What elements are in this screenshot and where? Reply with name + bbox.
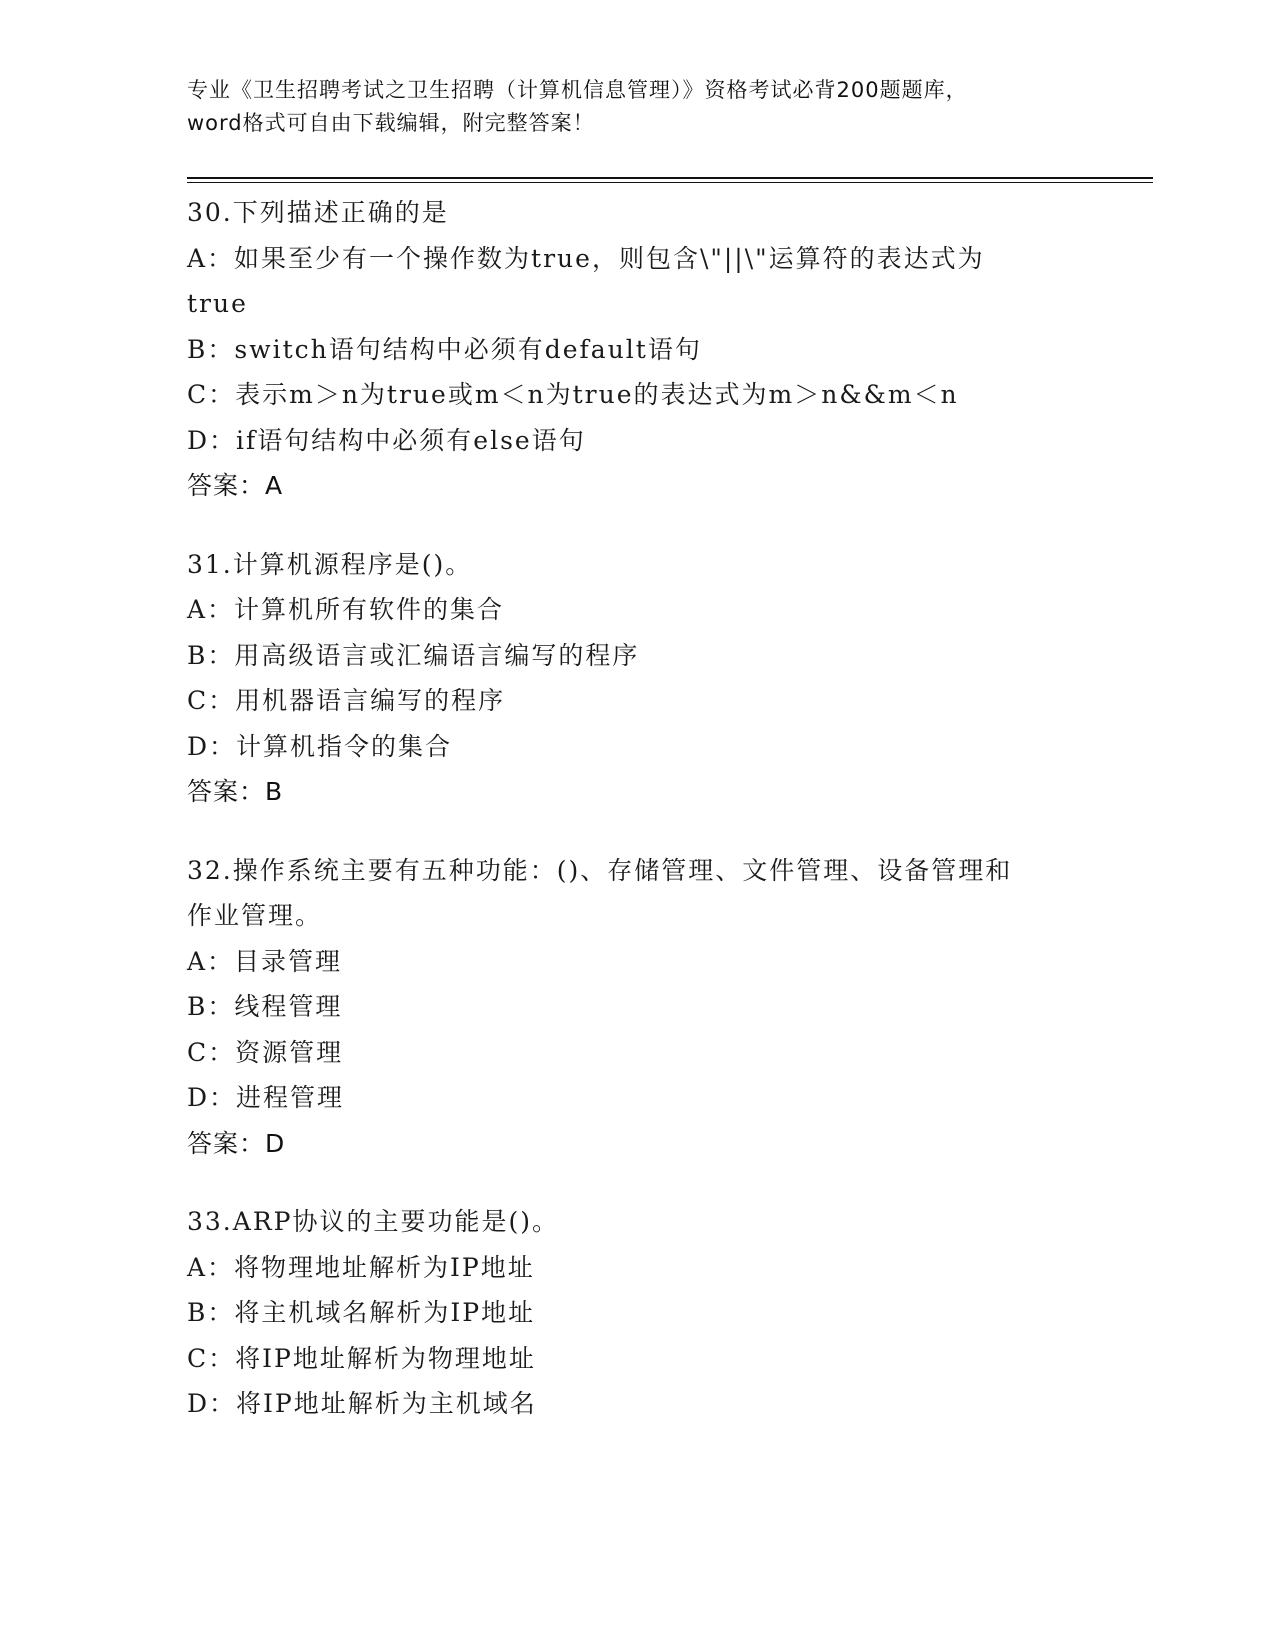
- option-c: C：表示m＞n为true或m＜n为true的表达式为m＞n&&m＜n: [187, 380, 959, 409]
- question-stem-continued: 作业管理。: [187, 901, 323, 930]
- header-divider-thick: [187, 177, 1153, 179]
- question-33: [187, 1199, 1087, 1427]
- question-32: [187, 848, 1087, 1167]
- option-a: A：计算机所有软件的集合: [187, 595, 505, 624]
- option-c: C：资源管理: [187, 1037, 344, 1067]
- option-d: D：将IP地址解析为主机域名: [187, 1389, 537, 1418]
- header-line-1: 专业《卫生招聘考试之卫生招聘（计算机信息管理）》资格考试必背200题题库，: [187, 78, 968, 102]
- option-d: D：if语句结构中必须有else语句: [187, 425, 586, 455]
- option-a: A：将物理地址解析为IP地址: [187, 1252, 535, 1282]
- question-stem: 30.下列描述正确的是: [187, 198, 449, 227]
- header-line-2: word格式可自由下载编辑，附完整答案！: [187, 111, 595, 135]
- answer-label: 答案：A: [187, 471, 284, 500]
- question-stem: 32.操作系统主要有五种功能：()、存储管理、文件管理、设备管理和: [187, 855, 1013, 885]
- question-30: [187, 190, 1087, 509]
- answer-label: 答案：B: [187, 777, 284, 806]
- option-a: A：目录管理: [187, 946, 343, 976]
- option-c: C：将IP地址解析为物理地址: [187, 1343, 536, 1373]
- option-d: D：进程管理: [187, 1083, 345, 1112]
- option-c: C：用机器语言编写的程序: [187, 686, 506, 715]
- option-a: A：如果至少有一个操作数为true，则包含\"||\"运算符的表达式为: [187, 243, 985, 273]
- option-d: D：计算机指令的集合: [187, 731, 453, 761]
- question-31: [187, 542, 1087, 815]
- option-a-continued: true: [187, 289, 248, 318]
- option-b: B：用高级语言或汇编语言编写的程序: [187, 640, 640, 670]
- answer-label: 答案：D: [187, 1128, 286, 1158]
- option-b: B：线程管理: [187, 992, 343, 1021]
- header-divider-thin: [187, 182, 1153, 183]
- document-header: [187, 74, 1087, 140]
- option-b: B：将主机域名解析为IP地址: [187, 1298, 536, 1327]
- question-stem: 31.计算机源程序是()。: [187, 549, 473, 579]
- option-b: B：switch语句结构中必须有default语句: [187, 334, 702, 364]
- question-stem: 33.ARP协议的主要功能是()。: [187, 1207, 559, 1236]
- question-list: [187, 190, 1087, 1460]
